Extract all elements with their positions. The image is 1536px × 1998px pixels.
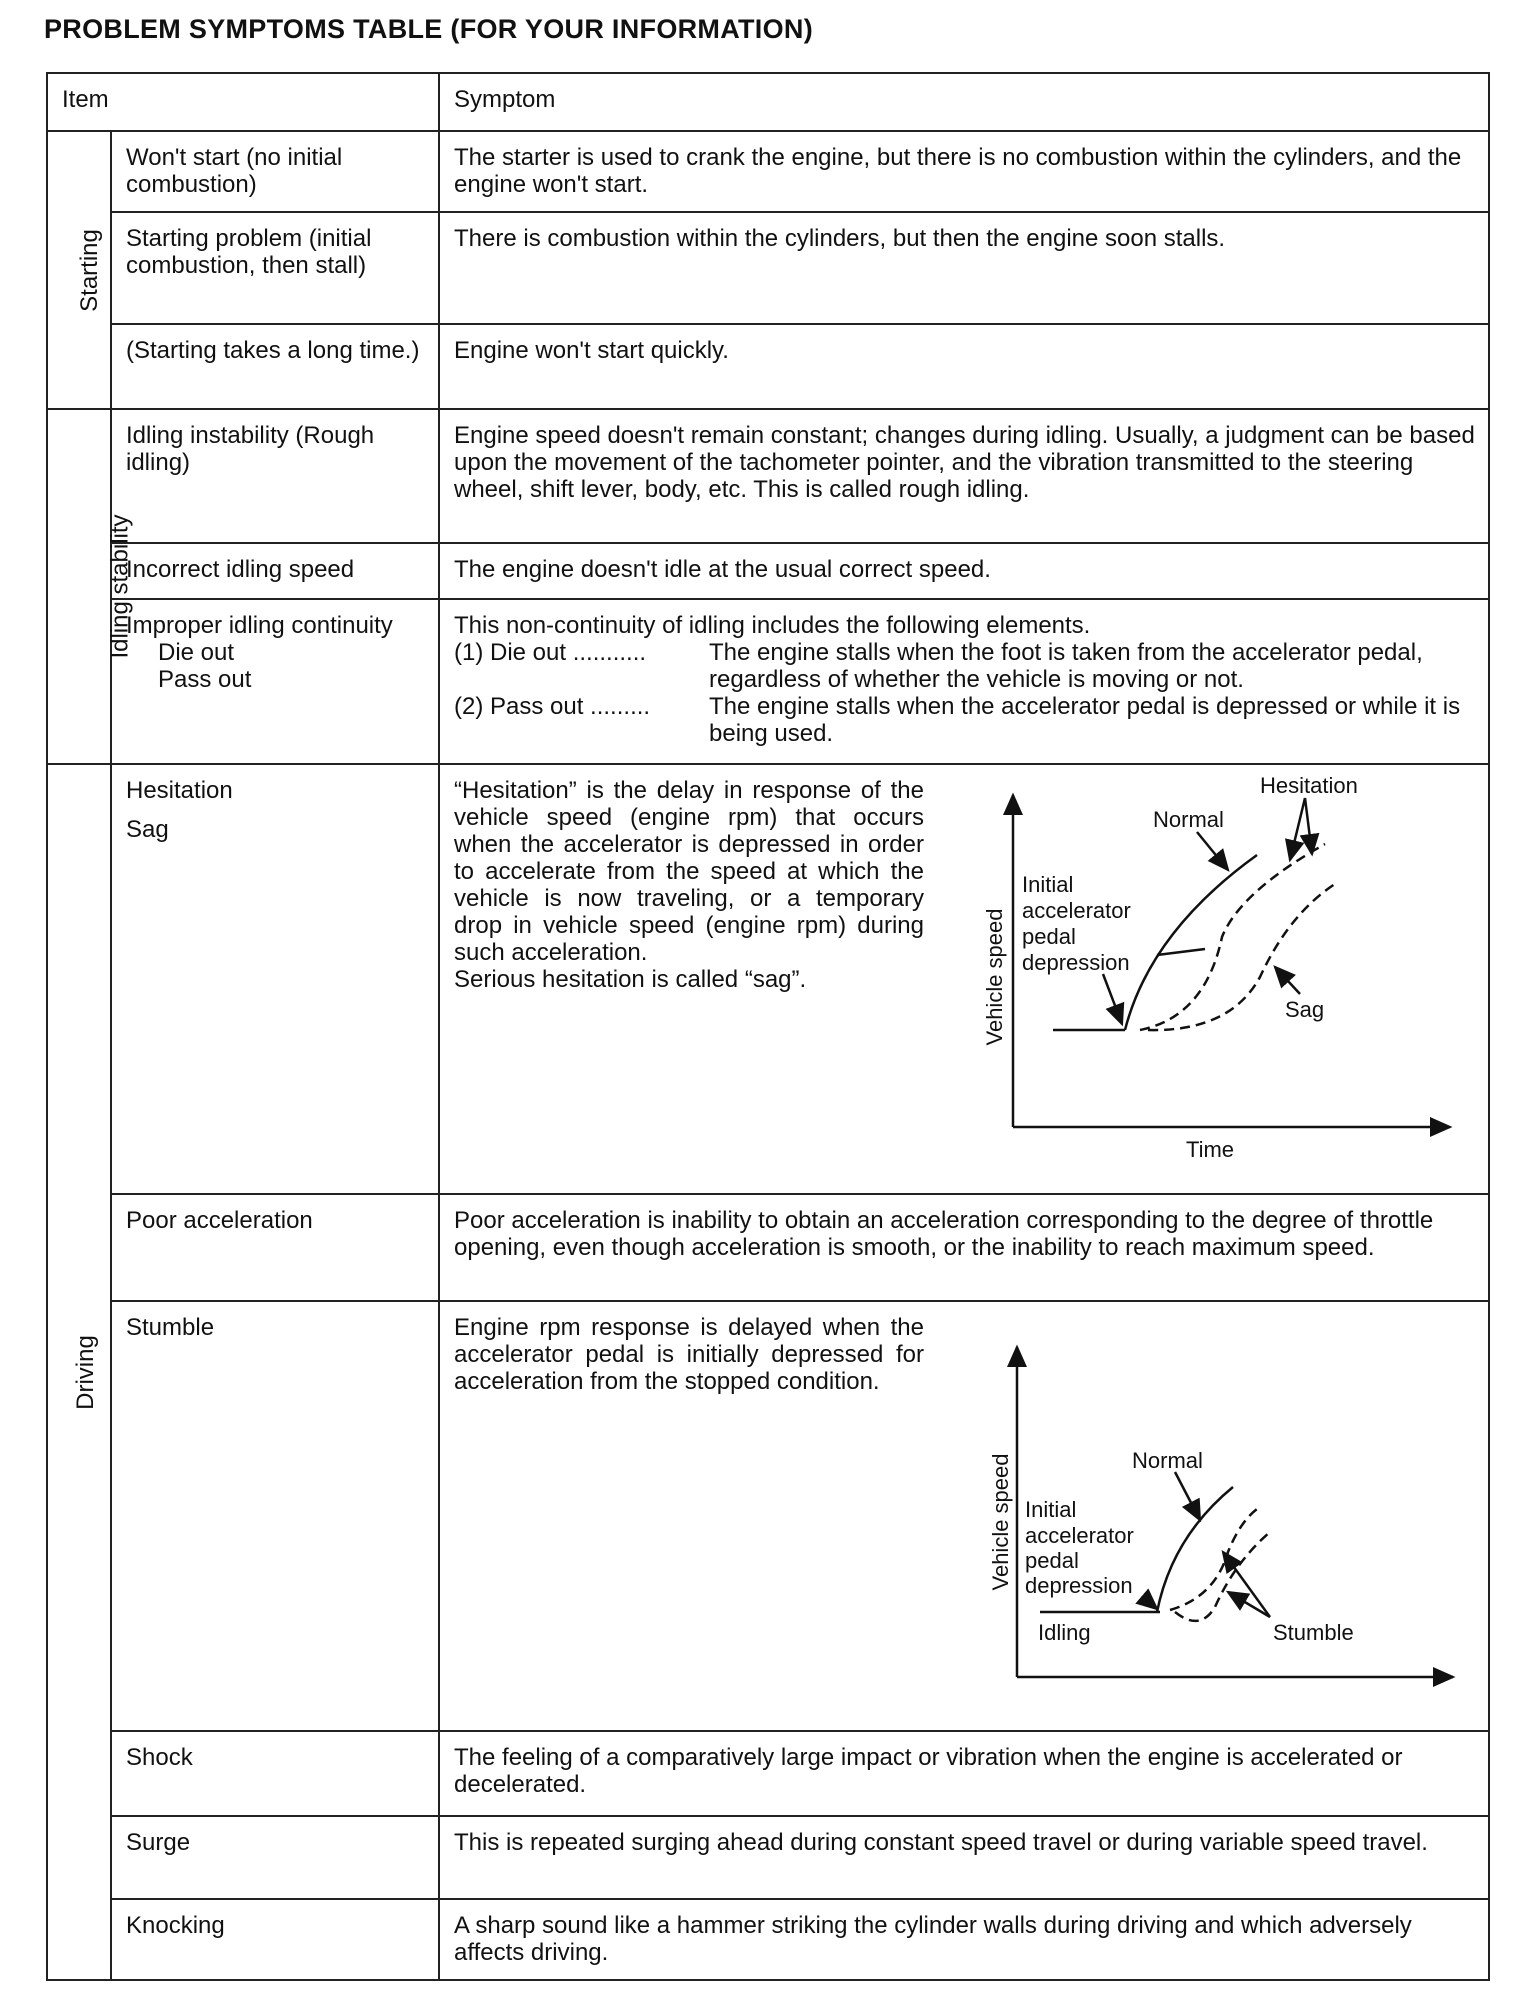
- symptom-text: Engine rpm response is delayed when the accelerator pedal is initially depressed for acceleration from the stopped condition.: [454, 1314, 924, 1395]
- arrow: [1143, 1597, 1157, 1609]
- item-cell: Stumble: [111, 1301, 439, 1731]
- group-idling: [47, 409, 134, 764]
- symptom-cell: The engine doesn't idle at the usual correct speed.: [439, 543, 1489, 599]
- normal-label: Normal: [1132, 1448, 1203, 1473]
- initial-label: accelerator: [1022, 898, 1131, 923]
- group-label: Starting: [75, 228, 103, 312]
- symptom-cell: There is combustion within the cylinders, but then the engine soon stalls.: [439, 212, 1489, 324]
- header-symptom: Symptom: [439, 73, 1489, 131]
- arrow: [1305, 798, 1312, 854]
- idling-label: Idling: [1038, 1620, 1091, 1645]
- symptom-cell: Poor acceleration is inability to obtain an acceleration corresponding to the degree of throttle opening, even though acceleration is smooth, or the inability to reach maximum speed.: [439, 1194, 1489, 1301]
- note-text: The engine stalls when the accelerator pedal is depressed or while it is being used.: [709, 693, 1461, 747]
- table-row: [47, 764, 1489, 1194]
- arrow: [1228, 1592, 1270, 1617]
- group-driving: [47, 764, 111, 1980]
- hesitation-label: Hesitation: [1260, 773, 1358, 798]
- item-cell: Starting problem (initial combustion, then stall): [111, 212, 439, 324]
- symptoms-table: [46, 72, 1490, 1981]
- item-cell: Shock: [111, 1731, 439, 1816]
- table-row: [47, 543, 1489, 599]
- stumble-label: Stumble: [1273, 1620, 1354, 1645]
- item-cell: Won't start (no initial combustion): [111, 131, 439, 212]
- item-sub-die-out: Die out: [158, 639, 235, 666]
- pointer-line: [1157, 949, 1205, 955]
- symptom-cell: This is repeated surging ahead during constant speed travel or during variable speed travel.: [439, 1816, 1489, 1899]
- group-label: Idling stability: [106, 514, 134, 659]
- item-sub-pass-out: Pass out: [158, 666, 252, 693]
- table-row: [47, 409, 1489, 543]
- initial-label: pedal: [1025, 1548, 1079, 1573]
- arrow: [1197, 832, 1228, 870]
- hesitation-diagram: [960, 762, 1460, 1172]
- item-cell: Idling instability (Rough idling): [111, 409, 439, 543]
- arrow: [1223, 1552, 1270, 1617]
- table-header: [47, 73, 1489, 131]
- note-key: (2) Pass out .........: [454, 693, 651, 720]
- initial-label: accelerator: [1025, 1523, 1134, 1548]
- table-row: [47, 1731, 1489, 1816]
- symptom-cell: [439, 1301, 1489, 1731]
- table-row: [47, 1899, 1489, 1980]
- note-key: (1) Die out ...........: [454, 639, 647, 666]
- item-cell: Knocking: [111, 1899, 439, 1980]
- table-row: [47, 131, 1489, 212]
- item-cell: Poor acceleration: [111, 1194, 439, 1301]
- y-axis-label: Vehicle speed: [988, 1453, 1013, 1591]
- table-row: [47, 324, 1489, 409]
- symptom-text: Serious hesitation is called “sag”.: [454, 966, 807, 993]
- item-cell: Incorrect idling speed: [111, 543, 439, 599]
- initial-label: depression: [1022, 950, 1130, 975]
- normal-curve: [1157, 1487, 1233, 1612]
- symptom-text: “Hesitation” is the delay in response of the vehicle speed (engine rpm) that occurs when the accelerator is depressed in order to accelerate from the speed at which the vehicle is now traveling, or a temporary drop in vehicle speed (engine rpm) during such acceleration.: [454, 777, 924, 966]
- group-label: Driving: [71, 1334, 99, 1410]
- initial-label: depression: [1025, 1573, 1133, 1598]
- symptom-cell: [439, 764, 1489, 1194]
- stumble-diagram: [960, 1322, 1460, 1702]
- arrow: [1275, 967, 1300, 994]
- item-cell: Surge: [111, 1816, 439, 1899]
- symptom-cell: The feeling of a comparatively large impact or vibration when the engine is accelerated or decelerated.: [439, 1731, 1489, 1816]
- symptom-cell: Engine won't start quickly.: [439, 324, 1489, 409]
- item-cell: [111, 599, 439, 764]
- initial-label: pedal: [1022, 924, 1076, 949]
- symptom-cell: Engine speed doesn't remain constant; changes during idling. Usually, a judgment can be based upon the movement of the tachometer pointer, and the vibration transmitted to the steering wheel, shift lever, body, etc. This is called rough idling.: [439, 409, 1489, 543]
- note-text: The engine stalls when the foot is taken from the accelerator pedal, regardless of whether the vehicle is moving or not.: [709, 639, 1423, 693]
- symptom-cell: The starter is used to crank the engine, but there is no combustion within the cylinders, and the engine won't start.: [439, 131, 1489, 212]
- page-title: PROBLEM SYMPTOMS TABLE (FOR YOUR INFORMATION): [44, 14, 813, 44]
- initial-label: Initial: [1022, 872, 1074, 897]
- table-row: [47, 1301, 1489, 1731]
- item-label: Hesitation: [126, 777, 233, 804]
- item-cell: (Starting takes a long time.): [111, 324, 439, 409]
- table-row: [47, 212, 1489, 324]
- table-row: [47, 599, 1489, 764]
- symptom-cell: [439, 599, 1489, 764]
- group-starting: [47, 131, 111, 409]
- arrow: [1290, 798, 1305, 860]
- sag-label: Sag: [1285, 997, 1325, 1022]
- table-row: [47, 1816, 1489, 1899]
- table-row: [47, 1194, 1489, 1301]
- initial-label: Initial: [1025, 1497, 1077, 1522]
- arrow: [1175, 1472, 1200, 1520]
- item-cell: [111, 764, 439, 1194]
- item-label: Sag: [126, 816, 169, 843]
- x-axis-label: Time: [1185, 1137, 1235, 1162]
- y-axis-label: Vehicle speed: [982, 908, 1007, 1046]
- item-label: Improper idling continuity: [126, 612, 393, 639]
- symptom-cell: A sharp sound like a hammer striking the cylinder walls during driving and which adversely affects driving.: [439, 1899, 1489, 1980]
- normal-label: Normal: [1153, 807, 1224, 832]
- arrow: [1103, 974, 1122, 1024]
- header-item: Item: [47, 73, 439, 131]
- symptom-text: This non-continuity of idling includes the following elements.: [454, 612, 1091, 639]
